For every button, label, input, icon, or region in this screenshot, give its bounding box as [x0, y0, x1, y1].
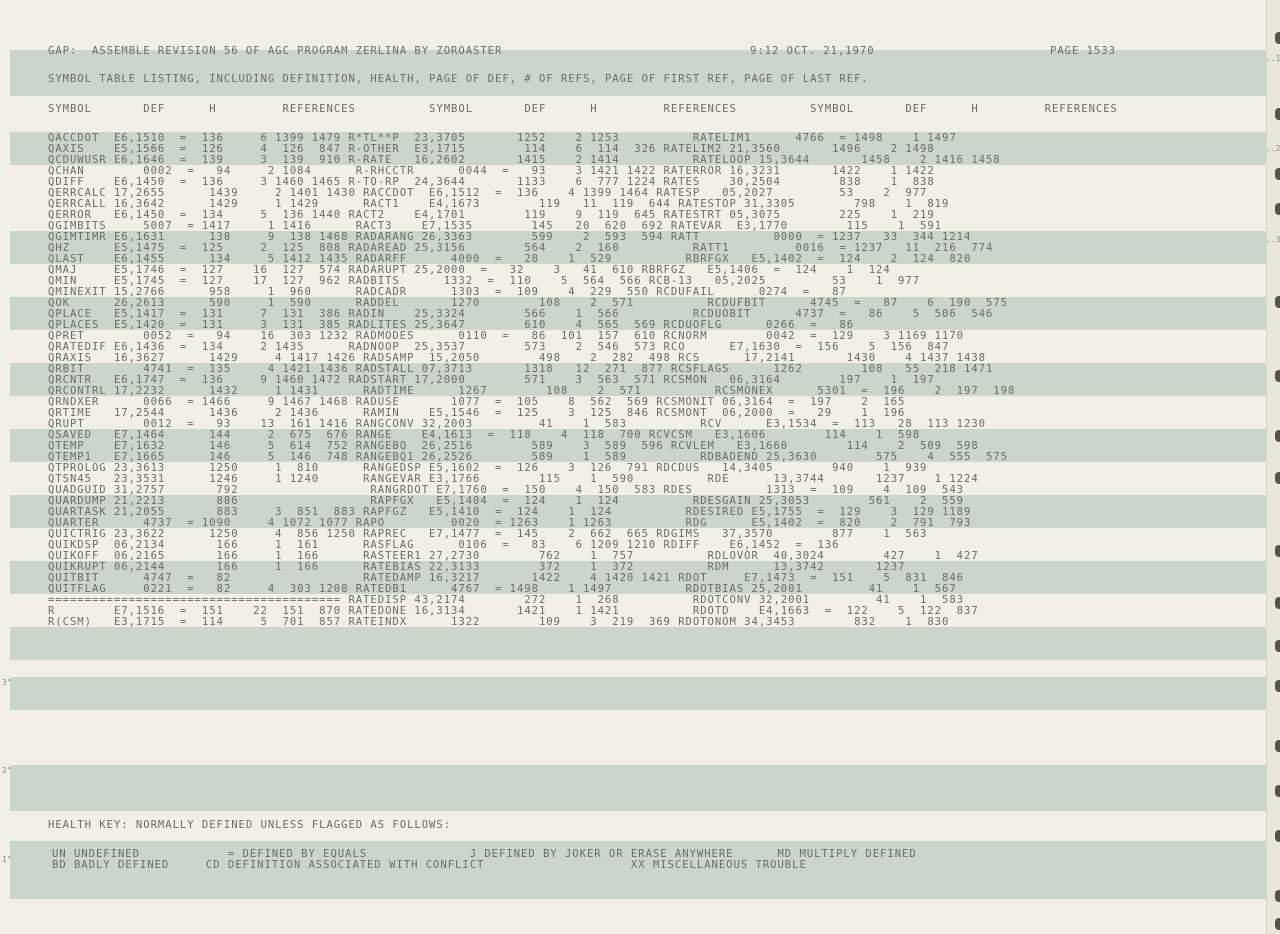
sprocket-hole	[1275, 32, 1280, 44]
table-row: QRBIT 4741 = 135 4 1421 1436 RADSTALL 07,3713 1318 12 271 877 RCSFLAGS 1262 108 55 218 1471	[48, 363, 994, 375]
table-row: QUARTASK 21,2055 883 3 851 883 RAPFGZ E5,1410 = 124 1 124 RDESIRED E5,1755 = 129 3 129 1189	[48, 506, 972, 518]
inch-mark: 1"	[2, 855, 12, 864]
sprocket-hole	[1275, 890, 1280, 902]
listing-subtitle: SYMBOL TABLE LISTING, INCLUDING DEFINITION, HEALTH, PAGE OF DEF, # OF REFS, PAGE OF FIRST REF, PAGE OF LAST REF.	[48, 73, 869, 85]
sprocket-hole	[1275, 370, 1280, 382]
table-row: QUIKOFF 06,2165 166 1 166 RASTEER1 27,2730 762 1 757 RDLOVOR 40,3024 427 1 427	[48, 550, 979, 562]
table-row: QUICTRIG 23,3622 1250 4 856 1250 RAPREC E7,1477 = 145 2 662 665 RDGIMS 37,3570 877 1 563	[48, 528, 928, 540]
table-row: QRUPT 0012 = 93 13 161 1416 RANGCONV 32,2003 41 1 583 RCV E3,1534 = 113 28 113 1230	[48, 418, 986, 430]
table-row: QRCONTRL 17,2232 1432 1 1431 RADTIME 1267 108 2 571 RCSMONEX 5301 = 196 2 197 198	[48, 385, 1016, 397]
table-row: QHZ E5,1475 = 125 2 125 808 RADAREAD 25,3156 564 2 160 RATT1 0016 = 1237 11 216 774	[48, 242, 994, 254]
sprocket-hole	[1275, 640, 1280, 652]
sprocket-hole	[1275, 740, 1280, 752]
table-row: QERRCALL 16,3642 1429 1 1429 RACT1 E4,1673 119 11 119 644 RATESTOP 31,3305 798 1 819	[48, 198, 950, 210]
sprocket-hole	[1275, 597, 1280, 609]
sprocket-hole	[1275, 168, 1280, 180]
table-row: QCDUWUSR E6,1646 = 139 3 139 910 R-RATE 16,2602 1415 2 1414 RATELOOP 15,3644 1458 2 1416 1458	[48, 154, 1001, 166]
table-row: QAXIS E5,1566 = 126 4 126 847 R-OTHER E3,1715 114 6 114 326 RATELIM2 21,3560 1496 2 1498	[48, 143, 935, 155]
edge-mark: ..3	[1266, 235, 1280, 244]
table-row: QTSN45 23,3531 1246 1 1240 RANGEVAR E3,1766 115 1 590 RDE 13,3744 1237 1 1224	[48, 473, 979, 485]
table-row: QPLACE E5,1417 = 131 7 131 386 RADIN 25,3324 566 1 566 RCDUOBIT 4737 = 86 5 506 546	[48, 308, 994, 320]
table-row: QERRCALC 17,2655 1439 2 1401 1430 RACCDOT E6,1512 = 136 4 1399 1464 RATESP 05,2027 53 2 977	[48, 187, 928, 199]
sprocket-hole	[1275, 108, 1280, 120]
table-row: QGIMBITS 5007 = 1417 1 1416 RACT3 E7,1535 145 20 620 692 RATEVAR E3,1770 115 1 591	[48, 220, 943, 232]
table-row: QRCNTR E6,1747 = 136 9 1460 1472 RADSTART 17,2000 571 3 563 571 RCSMON 06,3164 197 1 197	[48, 374, 935, 386]
table-row: QUADGUID 31,2757 792 RANGRDOT E7,1760 = 150 4 150 583 RDES 1313 = 109 4 109 543	[48, 484, 964, 496]
health-key-title: HEALTH KEY: NORMALLY DEFINED UNLESS FLAGGED AS FOLLOWS:	[48, 819, 452, 831]
sprocket-hole	[1275, 785, 1280, 797]
table-row: QTEMP E7,1632 146 5 614 752 RANGEBQ 26,2516 589 3 589 596 RCVLEM E3,1660 114 2 509 598	[48, 440, 979, 452]
sprocket-hole	[1275, 830, 1280, 842]
table-row: QDIFF E6,1450 = 136 3 1460 1465 R-TO-RP 24,3644 1133 6 777 1224 RATES 30,2504 838 1 838	[48, 176, 935, 188]
table-row: QPRET 0052 = 94 16 303 1232 RADMODES 0110 = 86 101 157 610 RCNORM 0042 = 129 3 1169 1170	[48, 330, 964, 342]
table-row: QTPROLOG 23,3613 1250 1 810 RANGEDSP E5,1602 = 126 3 126 791 RDCDUS 14,3405 940 1 939	[48, 462, 928, 474]
table-row: QUARDUMP 21,2213 886 RAPFGX E5,1404 = 124 1 124 RDESGAIN 25,3053 561 2 559	[48, 495, 964, 507]
table-row: QUITFLAG 0221 = 82 4 303 1208 RATEDB1 4767 = 1498 1 1497 RDOTBIAS 25,2001 41 1 567	[48, 583, 957, 595]
table-row: QMINEXIT 15,2766 958 1 960 RADCADR 1303 = 109 4 229 550 RCDUFAIL 0274 = 87	[48, 286, 847, 298]
table-row: QRAXIS 16,3627 1429 4 1417 1426 RADSAMP 15,2050 498 2 282 498 RCS 17,2141 1430 4 1437 1438	[48, 352, 986, 364]
edge-mark: ..1	[1266, 54, 1280, 63]
sprocket-hole	[1275, 472, 1280, 484]
table-row: QSAVED E7,1464 144 2 675 676 RANGE E4,1613 = 118 4 118 700 RCVCSM E3,1606 114 1 598	[48, 429, 921, 441]
table-row: QOK 26,2613 590 1 590 RADDEL 1270 108 2 571 RCDUFBIT 4745 = 87 6 190 575	[48, 297, 1008, 309]
sprocket-hole	[1275, 430, 1280, 442]
green-bar-band	[10, 677, 1266, 710]
table-row: R(CSM) E3,1715 = 114 5 701 857 RATEINDX 1322 109 3 219 369 RDOTONOM 34,3453 832 1 830	[48, 616, 950, 628]
table-row: ======================================== RATEDISP 43,2174 272 1 268 RDOTCONV 32,2001 41 1 583	[48, 594, 964, 606]
table-row: QUARTER 4737 = 1090 4 1072 1077 RAPO 0020 = 1263 1 1263 RDG E5,1402 = 820 2 791 793	[48, 517, 972, 529]
inch-mark: 2"	[2, 766, 12, 775]
green-bar-band	[10, 627, 1266, 660]
column-headers: SYMBOL DEF H REFERENCES SYMBOL DEF H REFERENCES SYMBOL DEF H REFERENCES	[48, 103, 1118, 115]
table-row: R E7,1516 = 151 22 151 870 RATEDONE 16,3134 1421 1 1421 RDOTD E4,1663 = 122 5 122 837	[48, 605, 979, 617]
inch-mark: 3"	[2, 678, 12, 687]
green-bar-band	[10, 765, 1266, 811]
sprocket-hole	[1275, 545, 1280, 557]
symbol-table	[48, 133, 1015, 628]
table-row: QMAJ E5,1746 = 127 16 127 574 RADARUPT 25,2000 = 32 3 41 610 RBRFGZ E5,1406 = 124 1 124	[48, 264, 891, 276]
table-row: QPLACES E5,1420 = 131 3 131 385 RADLITES 25,3647 610 4 565 569 RCDUOFLG 0266 = 86	[48, 319, 855, 331]
table-row: QUIKDSP 06,2134 166 1 161 RASFLAG 0106 = 83 6 1209 1210 RDIFF E6,1452 = 136	[48, 539, 840, 551]
health-key-line-1: UN UNDEFINED = DEFINED BY EQUALS J DEFINED BY JOKER OR ERASE ANYWHERE MD MULTIPLY DEFINED	[52, 848, 917, 860]
table-row: QRTIME 17,2544 1436 2 1436 RAMIN E5,1546 = 125 3 125 846 RCSMONT 06,2000 = 29 1 196	[48, 407, 906, 419]
table-row: QUITBIT 4747 = 82 RATEDAMP 16,3217 1422 4 1420 1421 RDOT E7,1473 = 151 5 831 846	[48, 572, 964, 584]
page-number: PAGE 1533	[1050, 45, 1116, 57]
sprocket-hole	[1275, 918, 1280, 930]
table-row: QLAST E6,1455 134 5 1412 1435 RADARFF 4000 = 28 1 529 RBRFGX E5,1402 = 124 2 124 820	[48, 253, 972, 265]
table-row: QTEMP1 E7,1665 146 5 146 748 RANGEBQ1 26,2526 589 1 589 RDBADEND 25,3630 575 4 555 575	[48, 451, 1008, 463]
table-row: QGIMTIMR E6,1631 138 9 138 1468 RADARANG 26,3363 599 2 593 594 RATT 0000 = 1237 33 344 1214	[48, 231, 972, 243]
edge-mark: ..2	[1266, 144, 1280, 153]
table-row: QUIKRUPT 06,2144 166 1 166 RATEBIAS 22,3133 372 1 372 RDM 13,3742 1237	[48, 561, 906, 573]
sprocket-hole	[1275, 296, 1280, 308]
listing-datetime: 9:12 OCT. 21,1970	[750, 45, 875, 57]
table-row: QRNDXER 0066 = 1466 9 1467 1468 RADUSE 1077 = 105 8 562 569 RCSMONIT 06,3164 = 197 2 165	[48, 396, 906, 408]
health-key-line-2: BD BADLY DEFINED CD DEFINITION ASSOCIATED WITH CONFLICT XX MISCELLANEOUS TROUBLE	[52, 859, 807, 871]
sprocket-hole	[1275, 203, 1280, 215]
sprocket-hole	[1275, 680, 1280, 692]
listing-title: GAP: ASSEMBLE REVISION 56 OF AGC PROGRAM ZERLINA BY ZOROASTER	[48, 45, 503, 57]
table-row: QERROR E6,1450 = 134 5 136 1440 RACT2 E4,1701 119 9 119 645 RATESTRT 05,3075 225 1 219	[48, 209, 935, 221]
table-row: QMIN E5,1745 = 127 17 127 962 RADBITS 1332 = 110 5 564 566 RCB-13 05,2025 53 1 977	[48, 275, 921, 287]
table-row: QCHAN 0002 = 94 2 1084 R-RHCCTR 0044 = 93 3 1421 1422 RATERROR 16,3231 1422 1 1422	[48, 165, 935, 177]
table-row: QRATEDIF E6,1436 = 134 2 1435 RADNOOP 25,3537 573 2 546 573 RCO E7,1630 = 156 5 156 847	[48, 341, 950, 353]
table-row: QACCDOT E6,1510 = 136 6 1399 1479 R*TL**P 23,3705 1252 2 1253 RATELIM1 4766 = 1498 1 1497	[48, 132, 957, 144]
